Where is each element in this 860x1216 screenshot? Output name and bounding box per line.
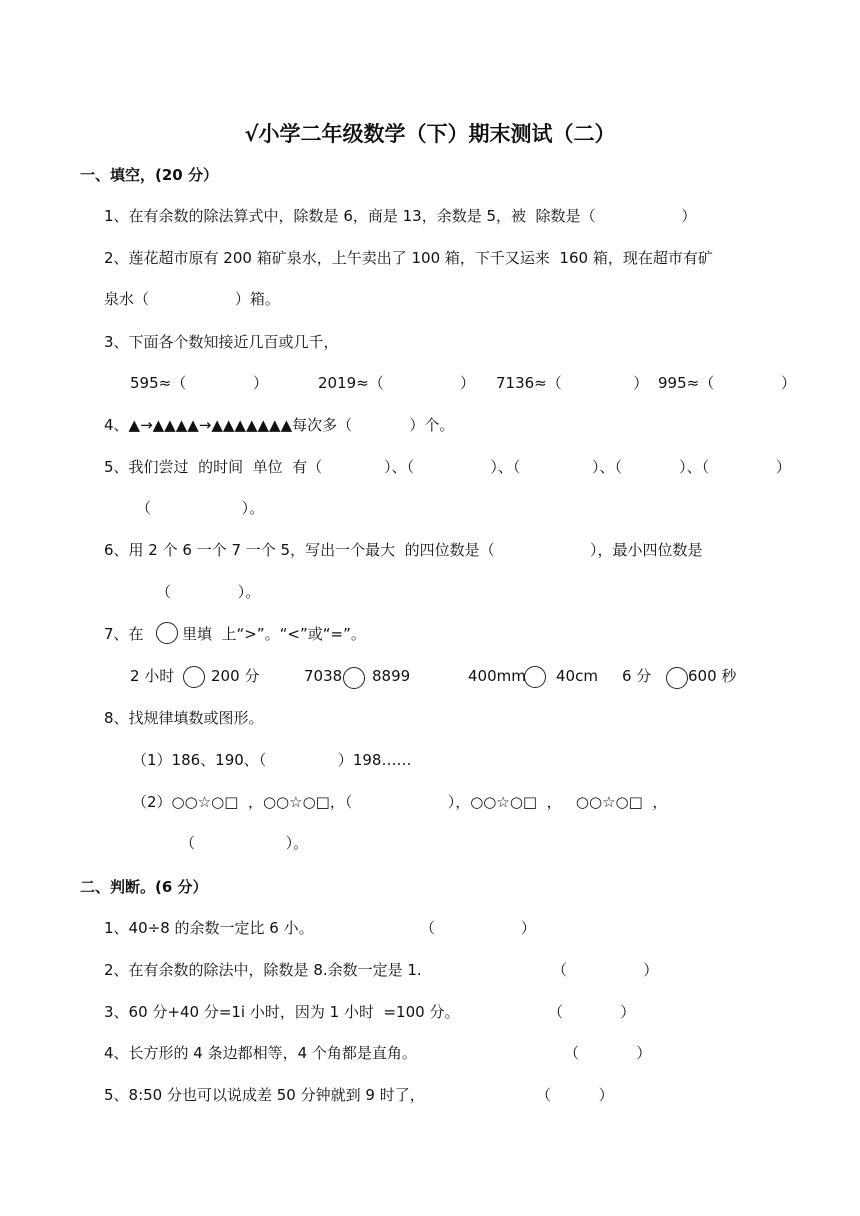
page-title: √小学二年级数学（下）期末测试（二） (244, 122, 616, 146)
question-8-part-1: （1）186、190、（ ）198…… (132, 751, 412, 769)
judge-item-1: 1、40÷8 的余数一定比 6 小。 (104, 919, 314, 937)
question-3-item-4: 995≈（ ） (658, 374, 796, 392)
compare-left-3: 400mm (468, 667, 526, 685)
question-5-line-1: 5、我们尝过 的时间 单位 有（ ）、（ ）、（ ）、（ ）、（ ） (104, 458, 791, 476)
compare-left-2: 7038 (304, 667, 343, 685)
compare-right-1: 200 分 (211, 667, 260, 685)
judge-answer-1[interactable]: （ ） (420, 919, 536, 937)
question-6-line-1: 6、用 2 个 6 一个 7 一个 5，写出一个最大 的四位数是（ ），最小四位数是 (104, 541, 703, 559)
question-8-part-2-answer: （ ）。 (180, 834, 309, 852)
compare-left-1: 2 小时 (130, 667, 175, 685)
question-3-item-3: 7136≈（ ） (496, 374, 649, 392)
question-3-item-2: 2019≈（ ） (318, 374, 476, 392)
question-4: 4、▲→▲▲▲▲→▲▲▲▲▲▲▲每次多（ ）个。 (104, 416, 455, 434)
compare-left-4: 6 分 (622, 667, 652, 685)
question-2-line-2: 泉水（ ）箱。 (104, 290, 280, 308)
question-3: 3、下面各个数知接近几百或几千， (104, 333, 339, 351)
question-2-line-1: 2、莲花超市原有 200 箱矿泉水，上午卖出了 100 箱，下千又运来 160 箱，现在超市有矿 (104, 249, 713, 267)
section-1-heading: 一、填空，(20 分） (80, 166, 218, 184)
compare-right-2: 8899 (372, 667, 411, 685)
judge-item-2: 2、在有余数的除法中，除数是 8.余数一定是 1. (104, 961, 422, 979)
question-1: 1、在有余数的除法算式中，除数是 6，商是 13，余数是 5，被 除数是（ ） (104, 207, 697, 225)
compare-circle-2[interactable] (343, 667, 365, 689)
question-8-part-2: （2）○○☆○□ ，○○☆○□，（ ），○○☆○□ ， ○○☆○□ ， (132, 793, 668, 811)
question-5-line-2: （ ）。 (136, 499, 265, 517)
judge-answer-3[interactable]: （ ） (548, 1003, 636, 1021)
judge-item-5: 5、8:50 分也可以说成差 50 分钟就到 9 时了， (104, 1086, 425, 1104)
compare-circle-4[interactable] (666, 667, 688, 689)
compare-right-3: 40cm (556, 667, 598, 685)
section-2-heading: 二、判断。(6 分） (80, 878, 208, 896)
question-7-prefix: 7、在 (104, 625, 144, 643)
judge-answer-2[interactable]: （ ） (552, 961, 659, 979)
judge-answer-4[interactable]: （ ） (564, 1044, 652, 1062)
judge-item-4: 4、长方形的 4 条边都相等，4 个角都是直角。 (104, 1044, 417, 1062)
compare-circle-example (156, 622, 178, 644)
compare-right-4: 600 秒 (688, 667, 737, 685)
judge-answer-5[interactable]: （ ） (536, 1086, 614, 1104)
question-6-line-2: （ ）。 (156, 583, 261, 601)
compare-circle-3[interactable] (524, 666, 546, 688)
question-8: 8、找规律填数或图形。 (104, 709, 264, 727)
question-7-suffix: 里填 上“>”。“<”或“=”。 (182, 625, 366, 643)
judge-item-3: 3、60 分+40 分=1i 小时，因为 1 小时 =100 分。 (104, 1003, 460, 1021)
question-3-item-1: 595≈（ ） (130, 374, 268, 392)
compare-circle-1[interactable] (183, 666, 205, 688)
